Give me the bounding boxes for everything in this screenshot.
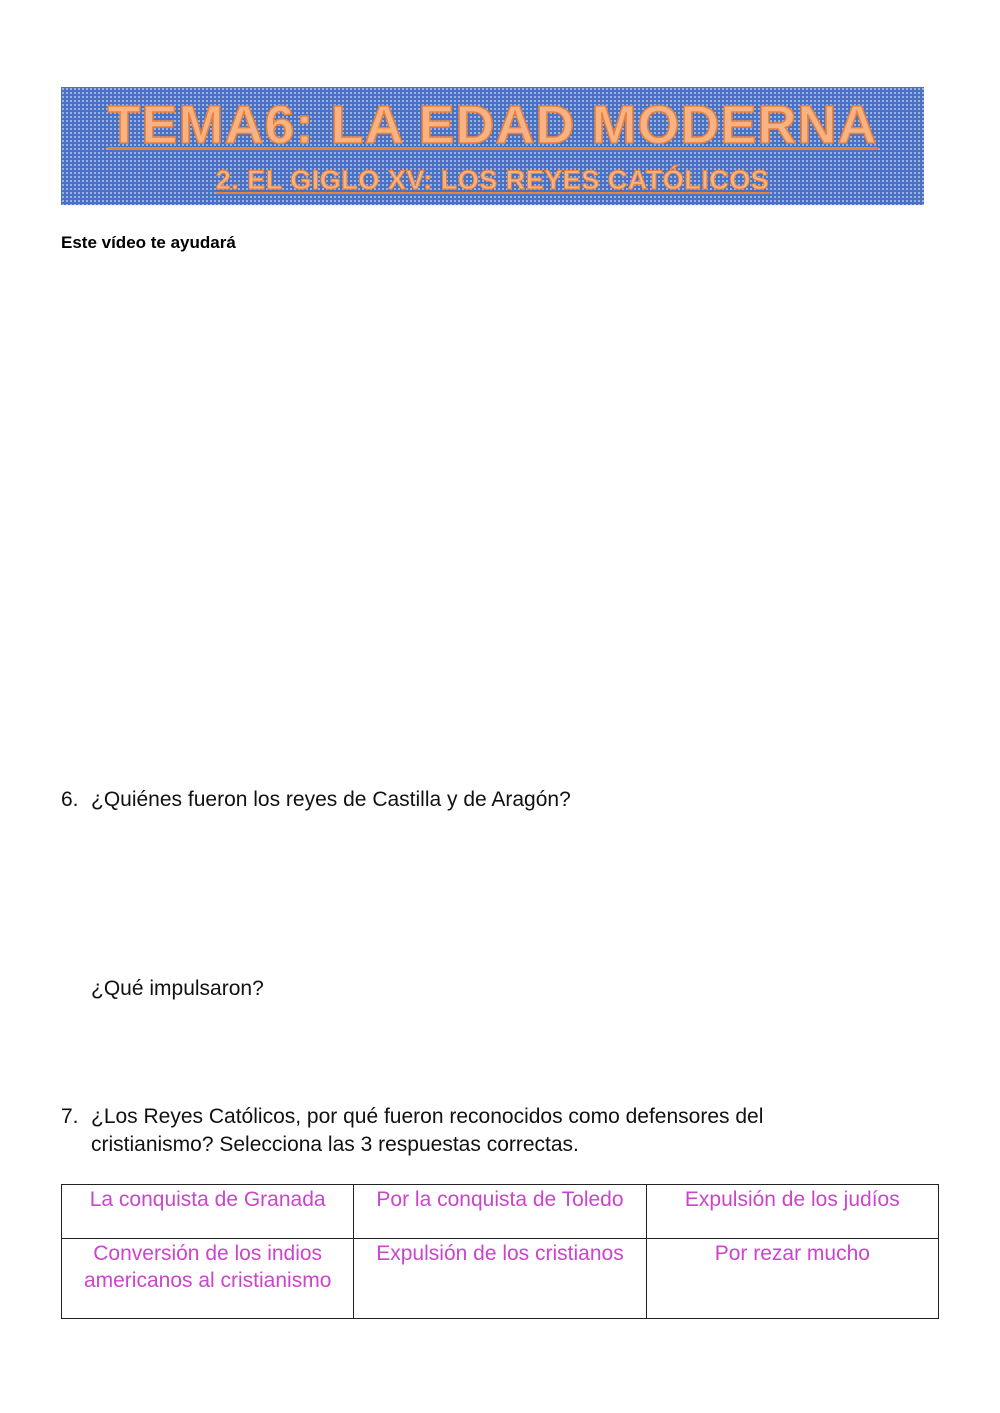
options-table	[61, 1184, 939, 1319]
answer-field-6b[interactable]	[91, 1020, 691, 1090]
question-text: ¿Los Reyes Católicos, por qué fueron reconocidos como defensores del cristianismo? Selecciona las 3 respuestas correctas.	[91, 1105, 764, 1156]
option-cell[interactable]: Conversión de los indios americanos al cristianismo	[62, 1239, 354, 1319]
question-6	[61, 786, 938, 816]
question-number: 6.	[61, 788, 79, 811]
table-row	[62, 1239, 939, 1319]
question-text: ¿Qué impulsaron?	[91, 977, 264, 1000]
question-6-follow-up	[61, 975, 938, 1005]
question-number: 7.	[61, 1105, 79, 1128]
title-banner	[61, 87, 924, 205]
table-row	[62, 1185, 939, 1239]
page-subtitle: 2. EL GIGLO XV: LOS REYES CATÓLICOS	[215, 165, 770, 195]
option-cell[interactable]: La conquista de Granada	[62, 1185, 354, 1239]
question-7	[61, 1103, 938, 1163]
video-note: Este vídeo te ayudará	[61, 233, 236, 252]
question-text: ¿Quiénes fueron los reyes de Castilla y de Aragón?	[91, 788, 571, 811]
video-embed-area[interactable]	[61, 262, 938, 762]
page-title: TEMA6: LA EDAD MODERNA	[107, 95, 878, 155]
option-cell[interactable]: Por la conquista de Toledo	[354, 1185, 646, 1239]
answer-field-6[interactable]	[91, 850, 691, 930]
option-cell[interactable]: Expulsión de los judíos	[646, 1185, 938, 1239]
option-cell[interactable]: Por rezar mucho	[646, 1239, 938, 1319]
option-cell[interactable]: Expulsión de los cristianos	[354, 1239, 646, 1319]
